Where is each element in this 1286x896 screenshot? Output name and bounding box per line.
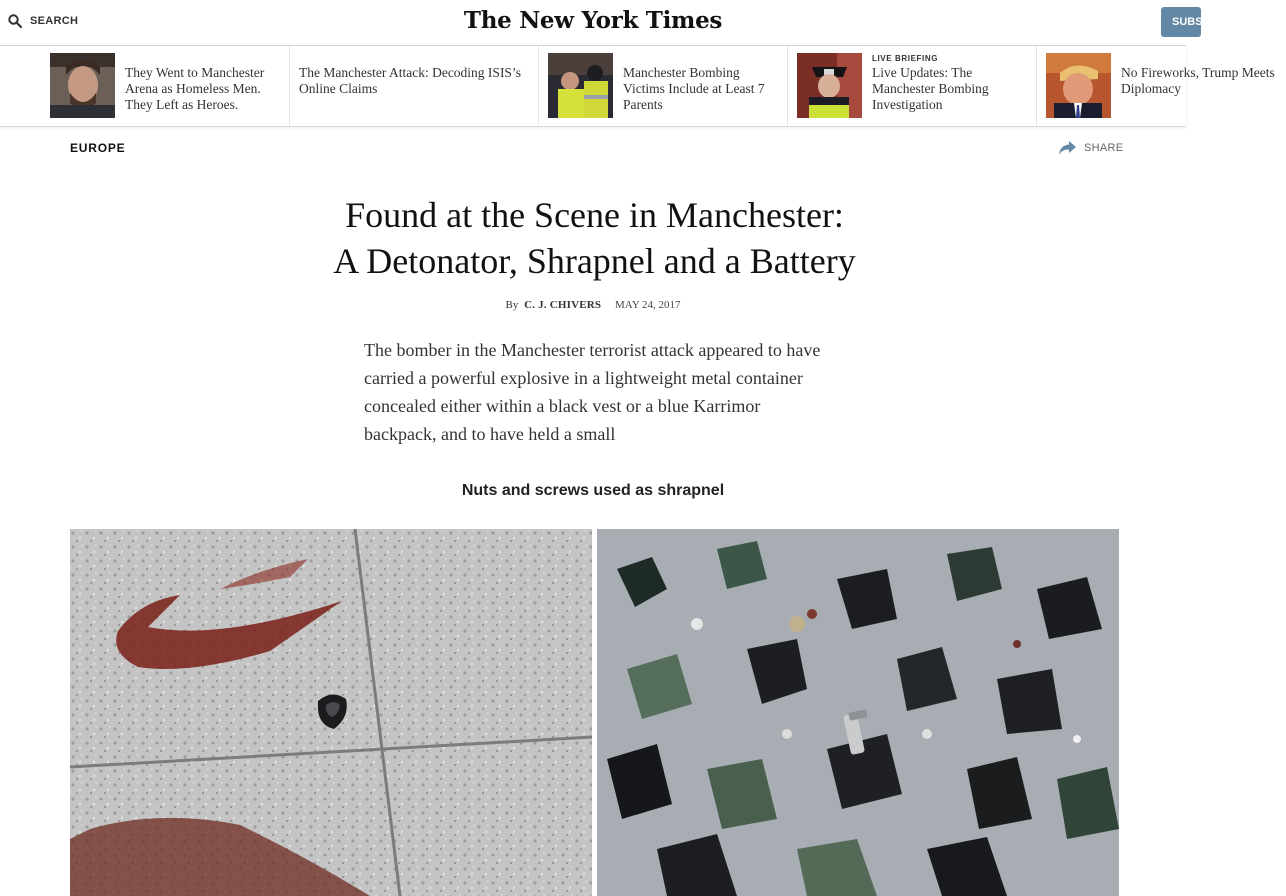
ribbon-headline: No Fireworks, Trump Meets Diplomacy (1121, 65, 1275, 96)
ribbon-thumbnail (1046, 53, 1111, 118)
ribbon-headline: The Manchester Attack: Decoding ISIS’s Online Claims (299, 65, 521, 96)
ribbon-headline: Manchester Bombing Victims Include at Least 7 Parents (623, 65, 765, 112)
photo-nut-on-floor (70, 529, 592, 896)
article-summary: The bomber in the Manchester terrorist attack appeared to have carried a powerful explosive in a lightweight metal container concealed either within a black vest or a blue Karrimor backpack, and to have held a small (364, 340, 821, 444)
ribbon-headline: Live Updates: The Manchester Bombing Investigation (872, 65, 989, 112)
author-link[interactable]: C. J. CHIVERS (524, 299, 602, 311)
ribbon-item[interactable] (539, 46, 788, 126)
ribbon-thumbnail (797, 53, 862, 118)
ribbon-item[interactable] (40, 46, 290, 126)
headline-line-2: A Detonator, Shrapnel and a Battery (333, 241, 856, 281)
ribbon-thumbnail (50, 53, 115, 118)
top-bar (0, 0, 1237, 46)
share-button[interactable] (1058, 140, 1123, 156)
publish-date: MAY 24, 2017 (615, 299, 681, 311)
ribbon-kicker: LIVE BRIEFING (872, 54, 939, 63)
ribbon-item[interactable] (1037, 46, 1286, 126)
subscribe-button[interactable]: SUBSCRIBE (1161, 7, 1201, 37)
ribbon-thumbnail (548, 53, 613, 118)
ribbon-headline: They Went to Manchester Arena as Homeless Men. They Left as Heroes. (125, 65, 265, 112)
ribbon-item[interactable] (290, 46, 539, 126)
masthead-logo[interactable]: The New York Times (463, 7, 723, 34)
ribbon-item[interactable] (788, 46, 1037, 126)
headline-line-1: Found at the Scene in Manchester: (345, 195, 844, 235)
byline-prefix: By (505, 299, 519, 311)
story-ribbon (0, 46, 1275, 127)
photo-screw-on-terrazzo (597, 529, 1119, 896)
headline (180, 192, 1009, 284)
search-label: SEARCH (30, 15, 79, 27)
graphic-heading: Nuts and screws used as shrapnel (461, 482, 725, 499)
share-arrow-icon (1058, 140, 1077, 156)
share-label: SHARE (1084, 142, 1124, 154)
byline (0, 299, 1186, 311)
section-label[interactable]: EUROPE (70, 141, 126, 155)
